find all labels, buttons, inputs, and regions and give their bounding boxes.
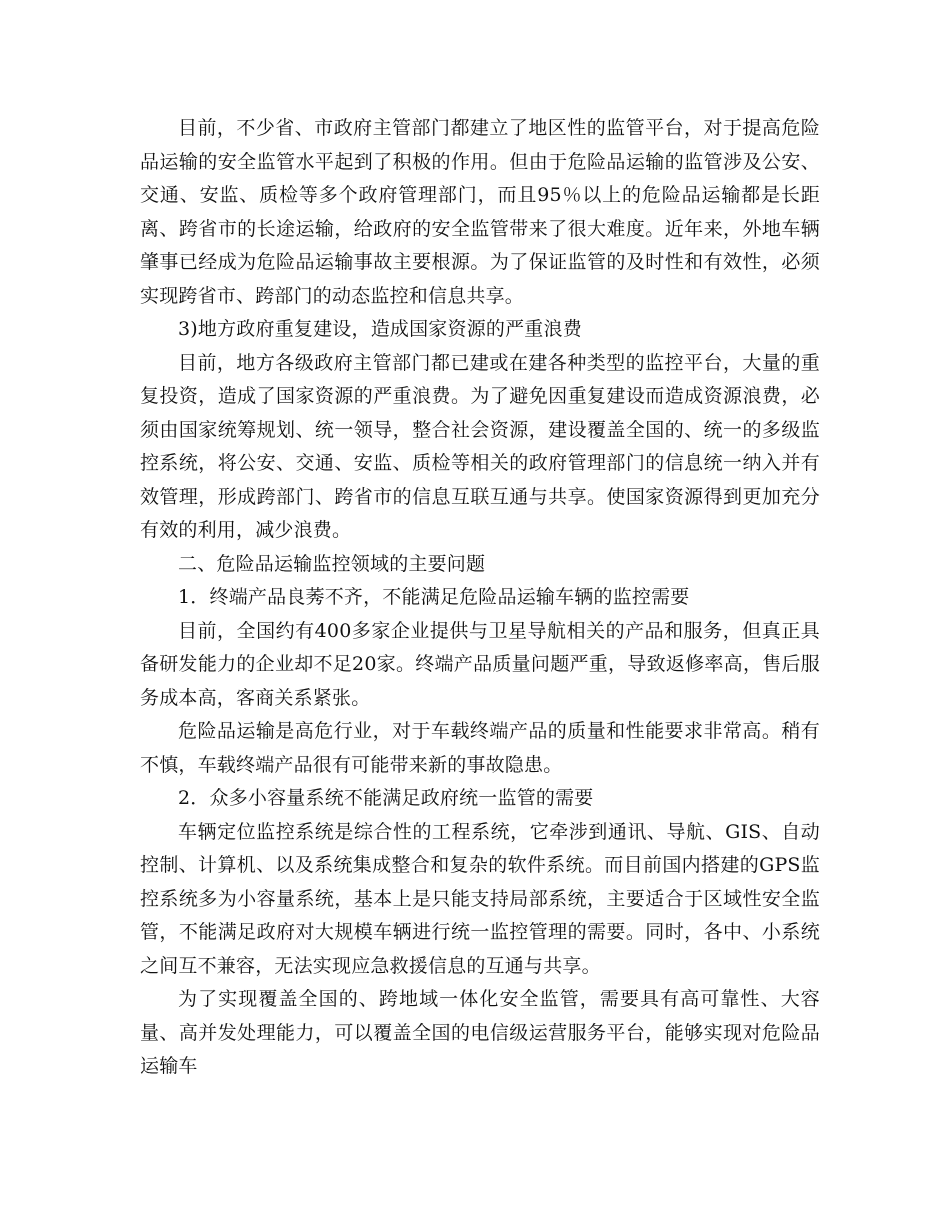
paragraph-provincial-platforms: 目前，不少省、市政府主管部门都建立了地区性的监管平台，对于提高危险品运输的安全监管水平起到了积极的作用。但由于危险品运输的监管涉及公安、交通、安监、质检等多个政府管理部门，而且95％以上的危险品运输都是长距离、跨省市的长途运输，给政府的安全监管带来了很大难度。近年来，外地车辆肇事已经成为危险品运输事故主要根源。为了保证监管的及时性和有效性，必须实现跨省市、跨部门的动态监控和信息共享。 [140, 117, 820, 307]
section-heading-main-problems: 二、危险品运输监控领域的主要问题 [178, 552, 486, 575]
paragraph-high-risk-industry: 危险品运输是高危行业，对于车载终端产品的质量和性能要求非常高。稍有不慎，车载终端产品很有可能带来新的事故隐患。 [140, 720, 820, 776]
heading-small-capacity-systems: 2．众多小容量系统不能满足政府统一监管的需要 [178, 787, 594, 809]
heading-duplicate-construction: 3)地方政府重复建设，造成国家资源的严重浪费 [178, 318, 582, 340]
paragraph-resource-waste: 目前，地方各级政府主管部门都已建或在建各种类型的监控平台，大量的重复投资，造成了国家资源的严重浪费。为了避免因重复建设而造成资源浪费，必须由国家统筹规划、统一领导，整合社会资源，建设覆盖全国的、统一的多级监控系统，将公安、交通、安监、质检等相关的政府管理部门的信息统一纳入并有效管理，形成跨部门、跨省市的信息互联互通与共享。使国家资源得到更加充分有效的利用，减少浪费。 [140, 351, 820, 541]
paragraph-monitoring-system: 车辆定位监控系统是综合性的工程系统，它牵涉到通讯、导航、GIS、自动控制、计算机、以及系统集成整合和复杂的软件系统。而目前国内搭建的GPS监控系统多为小容量系统，基本上是只能支持局部系统，主要适合于区域性安全监管，不能满足政府对大规模车辆进行统一监控管理的需要。同时，各中、小系统之间互不兼容，无法实现应急救援信息的互通与共享。 [140, 820, 820, 977]
heading-terminal-products: 1．终端产品良莠不齐，不能满足危险品运输车辆的监控需要 [178, 586, 690, 608]
paragraph-enterprise-count: 目前，全国约有400多家企业提供与卫星导航相关的产品和服务，但真正具备研发能力的企业却不足20家。终端产品质量问题严重，导致返修率高，售后服务成本高，客商关系紧张。 [140, 619, 820, 709]
paragraph-nationwide-platform: 为了实现覆盖全国的、跨地域一体化安全监管，需要具有高可靠性、大容量、高并发处理能力，可以覆盖全国的电信级运营服务平台，能够实现对危险品运输车 [140, 988, 820, 1077]
document-body [140, 112, 820, 1084]
